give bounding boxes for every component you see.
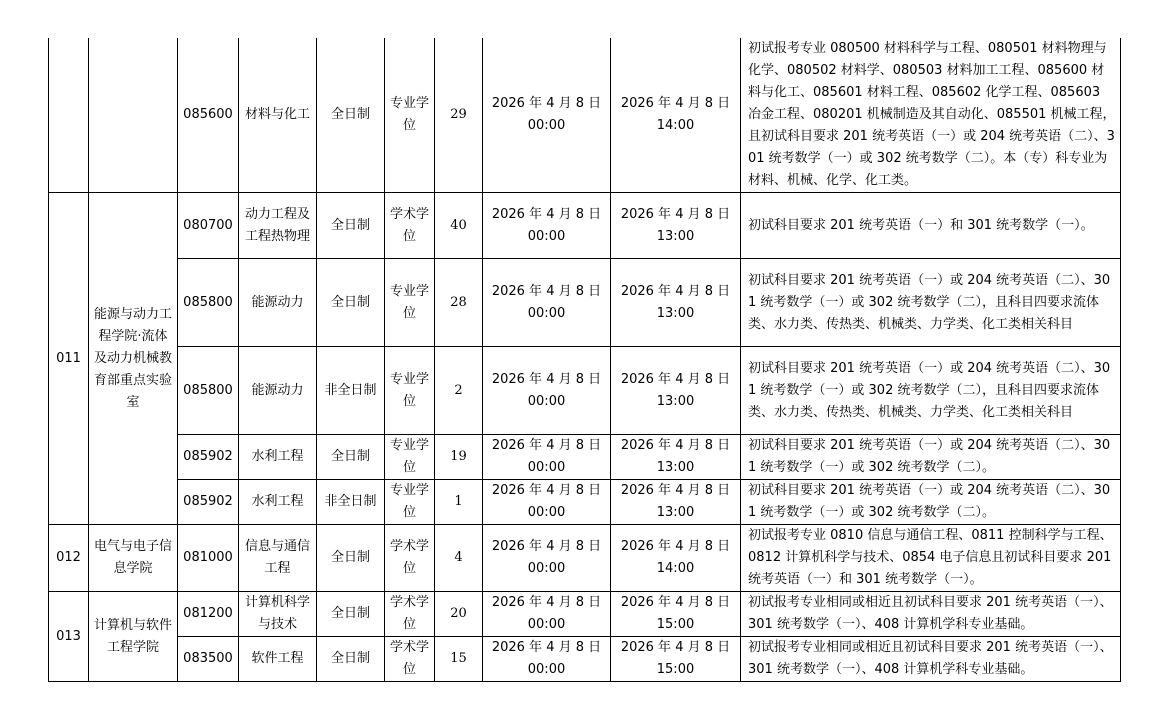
degree-type-cell: 专业学位 — [385, 480, 435, 525]
degree-type-cell: 专业学位 — [385, 435, 435, 480]
degree-type-cell: 学术学位 — [385, 525, 435, 592]
unit-number-cell: 011 — [49, 193, 89, 525]
quota-cell: 28 — [435, 259, 483, 347]
start-time-cell — [483, 259, 611, 347]
study-mode-cell: 非全日制 — [317, 347, 385, 435]
study-mode-cell: 全日制 — [317, 193, 385, 259]
table-row — [49, 525, 1121, 592]
end-clock: 13:00 — [656, 228, 695, 244]
quota-cell: 4 — [435, 525, 483, 592]
end-time-cell — [611, 592, 741, 637]
end-date: 2026 年 4 月 8 日 — [620, 595, 731, 610]
requirements-cell: 初试科目要求 201 统考英语（一）和 301 统考数学（一）。 — [741, 193, 1121, 259]
end-date: 2026 年 4 月 8 日 — [620, 640, 731, 655]
study-mode-cell: 非全日制 — [317, 480, 385, 525]
start-clock: 00:00 — [527, 561, 566, 576]
major-name-cell: 动力工程及工程热物理 — [239, 193, 317, 259]
start-clock: 00:00 — [527, 460, 566, 475]
requirements-cell: 初试科目要求 201 统考英语（一）或 204 统考英语（二）、301 统考数学（一）或 302 统考数学（二）。 — [741, 480, 1121, 525]
major-name-cell: 能源动力 — [239, 259, 317, 347]
end-clock: 13:00 — [656, 393, 695, 409]
end-date: 2026 年 4 月 8 日 — [620, 483, 731, 498]
start-date: 2026 年 4 月 8 日 — [491, 206, 602, 222]
start-time-cell — [483, 480, 611, 525]
requirements-cell: 初试报考专业 080500 材料科学与工程、080501 材料物理与化学、080502 材料学、080503 材料加工工程、085600 材料与化工、085601 材料工程、085602 化学工程、085603 冶金工程、080201 机械制造及其自动化、085501 机械工程，且初试科目要求 201 统考英语（一）或 204 统考英语（二）、301 统考数学（一）或 302 统考数学（二）。本（专）科专业为材料、机械、化学、化工类。 — [741, 38, 1121, 193]
quota-cell: 20 — [435, 592, 483, 637]
end-date: 2026 年 4 月 8 日 — [620, 438, 731, 453]
major-code-cell: 081000 — [178, 525, 239, 592]
major-code-cell: 080700 — [178, 193, 239, 259]
start-time-cell — [483, 38, 611, 193]
study-mode-cell: 全日制 — [317, 525, 385, 592]
start-clock: 00:00 — [527, 617, 566, 632]
degree-type-cell: 学术学位 — [385, 193, 435, 259]
study-mode-cell: 全日制 — [317, 435, 385, 480]
end-clock: 15:00 — [656, 617, 695, 632]
end-time-cell — [611, 480, 741, 525]
degree-type-cell: 专业学位 — [385, 38, 435, 193]
end-clock: 13:00 — [656, 460, 695, 475]
unit-number-cell: 013 — [49, 592, 89, 682]
start-time-cell — [483, 347, 611, 435]
study-mode-cell: 全日制 — [317, 259, 385, 347]
start-clock: 00:00 — [527, 662, 566, 677]
start-time-cell — [483, 525, 611, 592]
quota-cell: 2 — [435, 347, 483, 435]
start-time-cell — [483, 637, 611, 682]
end-date: 2026 年 4 月 8 日 — [620, 206, 731, 222]
major-name-cell: 信息与通信工程 — [239, 525, 317, 592]
admissions-table — [48, 38, 1121, 682]
end-time-cell — [611, 435, 741, 480]
end-date: 2026 年 4 月 8 日 — [620, 283, 731, 299]
requirements-cell: 初试科目要求 201 统考英语（一）或 204 统考英语（二）、301 统考数学（一）或 302 统考数学（二），且科目四要求流体类、水力类、传热类、机械类、力学类、化工类相关科目 — [741, 347, 1121, 435]
requirements-cell: 初试报考专业相同或相近且初试科目要求 201 统考英语（一）、301 统考数学（一）、408 计算机学科专业基础。 — [741, 592, 1121, 637]
major-name-cell: 材料与化工 — [239, 38, 317, 193]
end-date: 2026 年 4 月 8 日 — [620, 96, 731, 111]
start-clock: 00:00 — [527, 228, 566, 244]
end-date: 2026 年 4 月 8 日 — [620, 539, 731, 554]
major-name-cell: 软件工程 — [239, 637, 317, 682]
end-time-cell — [611, 259, 741, 347]
degree-type-cell: 学术学位 — [385, 637, 435, 682]
start-time-cell — [483, 193, 611, 259]
quota-cell: 1 — [435, 480, 483, 525]
major-name-cell: 能源动力 — [239, 347, 317, 435]
end-clock: 13:00 — [656, 505, 695, 520]
table-row — [49, 480, 1121, 525]
start-date: 2026 年 4 月 8 日 — [491, 371, 602, 387]
start-date: 2026 年 4 月 8 日 — [491, 483, 602, 498]
start-clock: 00:00 — [527, 505, 566, 520]
quota-cell: 19 — [435, 435, 483, 480]
unit-number-cell — [49, 38, 89, 193]
end-date: 2026 年 4 月 8 日 — [620, 371, 731, 387]
start-date: 2026 年 4 月 8 日 — [491, 539, 602, 554]
degree-type-cell: 专业学位 — [385, 347, 435, 435]
major-name-cell: 计算机科学与技术 — [239, 592, 317, 637]
start-date: 2026 年 4 月 8 日 — [491, 438, 602, 453]
start-clock: 00:00 — [527, 393, 566, 409]
requirements-cell: 初试科目要求 201 统考英语（一）或 204 统考英语（二）、301 统考数学（一）或 302 统考数学（二）。 — [741, 435, 1121, 480]
start-time-cell — [483, 592, 611, 637]
end-clock: 13:00 — [656, 305, 695, 321]
start-time-cell — [483, 435, 611, 480]
degree-type-cell: 专业学位 — [385, 259, 435, 347]
table-row — [49, 435, 1121, 480]
study-mode-cell: 全日制 — [317, 38, 385, 193]
major-code-cell: 085902 — [178, 480, 239, 525]
college-cell: 能源与动力工程学院·流体及动力机械教育部重点实验室 — [89, 193, 178, 525]
start-clock: 00:00 — [527, 118, 566, 133]
major-code-cell: 083500 — [178, 637, 239, 682]
study-mode-cell: 全日制 — [317, 637, 385, 682]
start-date: 2026 年 4 月 8 日 — [491, 595, 602, 610]
end-clock: 14:00 — [656, 561, 695, 576]
study-mode-cell: 全日制 — [317, 592, 385, 637]
end-time-cell — [611, 637, 741, 682]
end-time-cell — [611, 347, 741, 435]
major-name-cell: 水利工程 — [239, 480, 317, 525]
major-code-cell: 081200 — [178, 592, 239, 637]
quota-cell: 29 — [435, 38, 483, 193]
college-cell: 计算机与软件工程学院 — [89, 592, 178, 682]
start-date: 2026 年 4 月 8 日 — [491, 96, 602, 111]
table-row — [49, 637, 1121, 682]
start-date: 2026 年 4 月 8 日 — [491, 640, 602, 655]
end-time-cell — [611, 525, 741, 592]
start-clock: 00:00 — [527, 305, 566, 321]
requirements-cell: 初试报考专业 0810 信息与通信工程、0811 控制科学与工程、0812 计算机科学与技术、0854 电子信息且初试科目要求 201 统考英语（一）和 301 统考数学（一）。 — [741, 525, 1121, 592]
major-code-cell: 085800 — [178, 259, 239, 347]
unit-number-cell: 012 — [49, 525, 89, 592]
end-time-cell — [611, 38, 741, 193]
major-code-cell: 085800 — [178, 347, 239, 435]
major-code-cell: 085902 — [178, 435, 239, 480]
end-clock: 15:00 — [656, 662, 695, 677]
table-row — [49, 193, 1121, 259]
college-cell — [89, 38, 178, 193]
table-row — [49, 592, 1121, 637]
college-cell: 电气与电子信息学院 — [89, 525, 178, 592]
end-clock: 14:00 — [656, 118, 695, 133]
table-row — [49, 38, 1121, 193]
requirements-cell: 初试报考专业相同或相近且初试科目要求 201 统考英语（一）、301 统考数学（一）、408 计算机学科专业基础。 — [741, 637, 1121, 682]
end-time-cell — [611, 193, 741, 259]
quota-cell: 15 — [435, 637, 483, 682]
major-code-cell: 085600 — [178, 38, 239, 193]
requirements-cell: 初试科目要求 201 统考英语（一）或 204 统考英语（二）、301 统考数学（一）或 302 统考数学（二），且科目四要求流体类、水力类、传热类、机械类、力学类、化工类相关科目 — [741, 259, 1121, 347]
major-name-cell: 水利工程 — [239, 435, 317, 480]
table-row — [49, 259, 1121, 347]
table-row — [49, 347, 1121, 435]
degree-type-cell: 学术学位 — [385, 592, 435, 637]
quota-cell: 40 — [435, 193, 483, 259]
start-date: 2026 年 4 月 8 日 — [491, 283, 602, 299]
